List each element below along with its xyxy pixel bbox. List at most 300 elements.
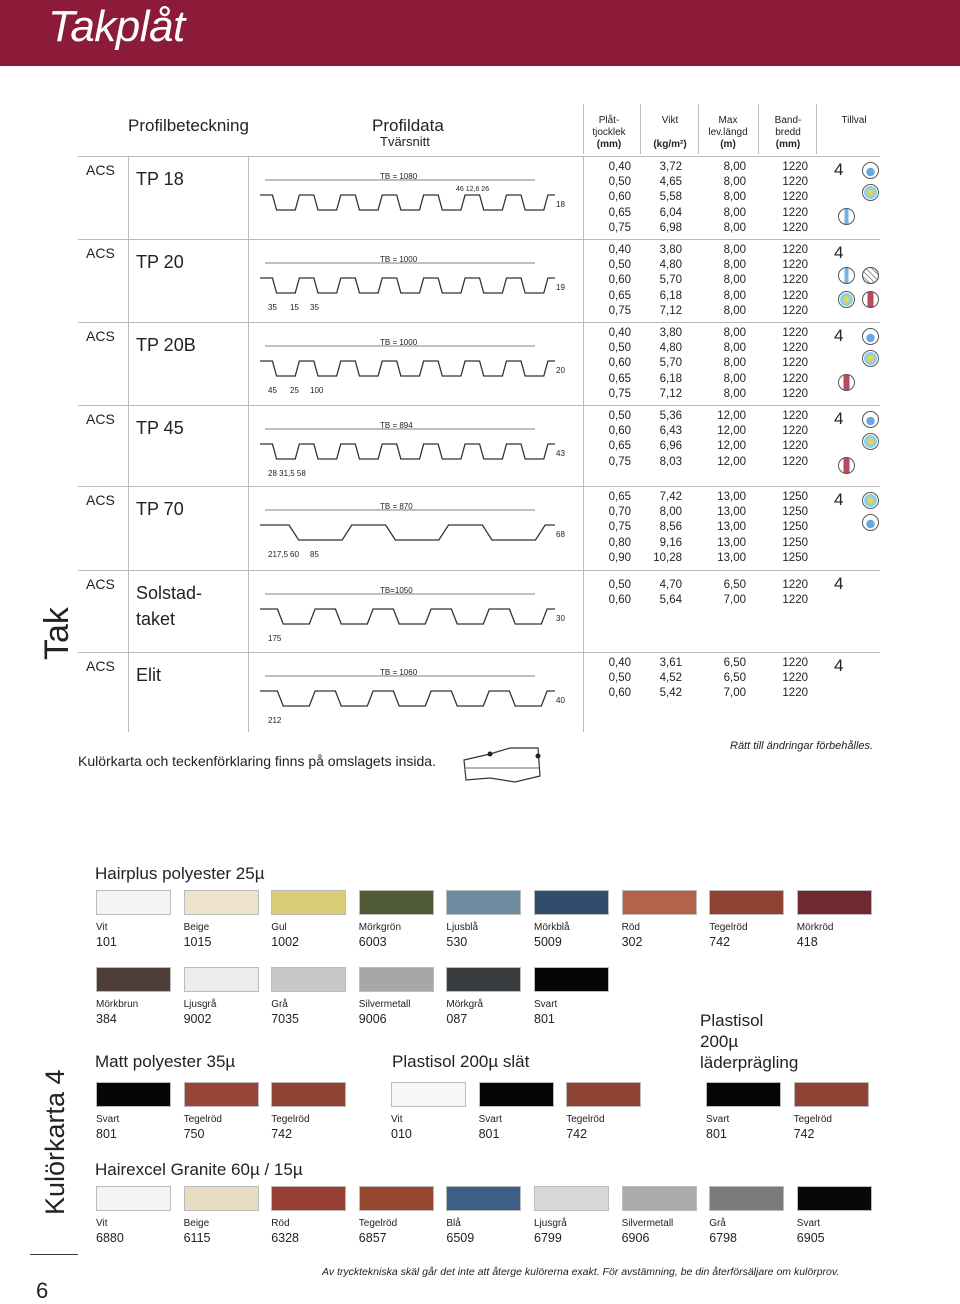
color-code: 1015 (183, 935, 212, 949)
len-cell: 13,00 (717, 506, 746, 519)
len-cell: 8,00 (723, 191, 746, 204)
band-cell: 1220 (782, 687, 808, 700)
color-name: Mörkgrå (446, 999, 484, 1010)
thick-cell: 0,60 (608, 191, 631, 204)
profile-row (0, 326, 960, 409)
weight-cell: 6,18 (659, 372, 682, 385)
weight-cell: 3,80 (659, 244, 682, 256)
page-corner-icon (460, 738, 560, 788)
band-cell: 1250 (782, 521, 808, 534)
bar-icon (838, 267, 855, 284)
len-cell: 6,50 (723, 672, 746, 685)
color-swatch (534, 1186, 609, 1211)
len-column (700, 656, 746, 702)
vikt-l1: Vikt (661, 115, 679, 126)
page-title: Takplåt (48, 2, 185, 51)
weight-cell: 6,96 (659, 440, 682, 453)
band-cell: 1220 (782, 327, 808, 339)
thick-cell: 0,40 (608, 161, 631, 173)
row-divider (78, 486, 880, 487)
color-swatch (446, 1186, 521, 1211)
tillval-cell (830, 656, 880, 736)
color-code: 6798 (709, 1231, 737, 1245)
acs-label: ACS (86, 328, 115, 344)
len-cell: 8,00 (723, 274, 746, 287)
tillval-number: 4 (834, 409, 844, 428)
len-column (700, 578, 746, 608)
band-cell: 1220 (782, 221, 808, 234)
thick-cell: 0,60 (608, 687, 631, 700)
band-cell: 1220 (782, 579, 808, 591)
weight-cell: 4,80 (659, 342, 682, 355)
color-name: Silvermetall (621, 1218, 674, 1229)
band-cell: 1220 (782, 425, 808, 438)
header-divider (698, 104, 699, 154)
profile-tb-dimension: TB = 1000 (380, 338, 418, 347)
band-cell: 1220 (782, 410, 808, 422)
weight-cell: 7,12 (659, 387, 682, 400)
thick-cell: 0,75 (608, 387, 631, 400)
weight-cell: 5,70 (659, 357, 682, 370)
color-swatch (96, 890, 171, 915)
tillval-number: 4 (834, 656, 844, 675)
len-cell: 7,00 (723, 687, 746, 700)
len-column (700, 409, 746, 470)
profile-name-text: Solstad- (136, 583, 203, 603)
weight-cell: 3,72 (659, 161, 682, 173)
len-cell: 12,00 (717, 410, 746, 422)
sun-icon (862, 492, 879, 509)
row-column-divider (128, 652, 129, 732)
color-swatch (566, 1082, 641, 1107)
weight-cell: 3,61 (659, 657, 682, 669)
color-swatch (391, 1082, 466, 1107)
len-cell: 8,00 (723, 342, 746, 355)
profile-dim-a: 28 31,5 58 (268, 469, 306, 478)
color-swatch (271, 1082, 346, 1107)
profile-row (0, 574, 960, 656)
color-name: Gul (271, 922, 287, 933)
profile-outline (260, 444, 555, 459)
color-code: 9006 (358, 1012, 387, 1026)
color-swatch (96, 1186, 171, 1211)
band-cell: 1250 (782, 491, 808, 503)
band-cell: 1220 (782, 161, 808, 173)
color-swatch (96, 1082, 171, 1107)
len-cell: 8,00 (723, 357, 746, 370)
tillval-header: Tillval (841, 115, 867, 126)
color-swatch (479, 1082, 554, 1107)
profile-height: 68 (556, 530, 565, 539)
len-cell: 8,00 (723, 304, 746, 317)
band-cell: 1250 (782, 506, 808, 519)
color-swatch (446, 890, 521, 915)
weight-cell: 8,00 (659, 506, 682, 519)
weight-column (642, 656, 682, 702)
color-name: Svart (706, 1114, 730, 1125)
weight-cell: 6,18 (659, 289, 682, 302)
color-code: 742 (793, 1127, 815, 1141)
profile-dim-a: 35 (268, 303, 277, 312)
color-name: Tegelröd (793, 1114, 832, 1125)
band-cell: 1220 (782, 357, 808, 370)
len-cell: 8,00 (723, 387, 746, 400)
len-cell: 8,00 (723, 289, 746, 302)
profile-height: 30 (556, 614, 565, 623)
tillval-number: 4 (834, 160, 844, 179)
band-column (760, 160, 808, 236)
color-swatch (271, 890, 346, 915)
color-name: Blå (446, 1218, 461, 1229)
weight-cell: 6,98 (659, 221, 682, 234)
row-divider (78, 570, 880, 571)
color-name: Vit (96, 922, 108, 933)
band-cell: 1250 (782, 551, 808, 564)
color-code: 101 (96, 935, 117, 949)
color-code: 801 (96, 1127, 117, 1141)
color-name: Ljusgrå (183, 999, 217, 1010)
bandbredd-l2: bredd (775, 127, 801, 138)
color-code: 742 (709, 935, 731, 949)
profile-tb-dimension: TB=1050 (380, 586, 413, 595)
drop-icon (862, 328, 879, 345)
row-column-divider (248, 156, 249, 239)
profile-outline (260, 278, 555, 293)
len-cell: 6,50 (723, 657, 746, 669)
color-name: Silvermetall (358, 999, 411, 1010)
plastisol-lader-l3: läderprägling (700, 1053, 799, 1072)
profile-row (0, 490, 960, 574)
color-swatch (534, 890, 609, 915)
weight-cell: 4,80 (659, 259, 682, 272)
len-cell: 8,00 (723, 327, 746, 339)
profile-name-text2: taket (136, 609, 176, 629)
thick-cell: 0,60 (608, 357, 631, 370)
color-code: 1002 (271, 935, 299, 949)
len-cell: 12,00 (717, 425, 746, 438)
color-code: 6906 (621, 1231, 650, 1245)
weight-cell: 10,28 (653, 551, 682, 564)
len-cell: 8,00 (723, 259, 746, 272)
color-swatch (797, 890, 872, 915)
len-cell: 8,00 (723, 372, 746, 385)
acs-label: ACS (86, 245, 115, 261)
profile-dim-b: 60 (290, 550, 299, 559)
row-divider (78, 239, 880, 240)
color-code: 6509 (446, 1231, 475, 1245)
bottom-note: Av trycktekniska skäl går det inte att återge kulörerna exakt. För avstämning, be din återförsäljare om kulörprov. (322, 1266, 840, 1278)
tillval-cell (830, 409, 880, 489)
granite-title: Hairexcel Granite 60µ / 15µ (95, 1160, 303, 1179)
band-cell: 1220 (782, 372, 808, 385)
row-column-divider (583, 570, 584, 652)
color-swatch (184, 1186, 259, 1211)
weight-cell: 5,64 (659, 594, 682, 607)
color-code: 6880 (96, 1231, 124, 1245)
weight-cell: 6,04 (659, 206, 682, 219)
band-cell: 1220 (782, 206, 808, 219)
plastisol-title: Plastisol 200µ slät (392, 1052, 530, 1071)
header-divider (640, 104, 641, 154)
thick-column (585, 326, 631, 402)
weight-column (642, 326, 682, 402)
color-name: Beige (183, 1218, 210, 1229)
row-column-divider (583, 652, 584, 732)
thick-cell: 0,50 (608, 342, 631, 355)
row-column-divider (128, 405, 129, 486)
row-column-divider (248, 652, 249, 732)
maxlangd-l2: lev.längd (708, 127, 748, 138)
color-swatch (534, 967, 609, 992)
weight-cell: 4,70 (659, 579, 682, 591)
profile-name-text: TP 20B (136, 335, 196, 355)
len-cell: 13,00 (717, 491, 746, 503)
profile-height: 40 (556, 696, 565, 705)
page-number-rule (30, 1254, 78, 1255)
profile-height: 18 (556, 200, 565, 209)
red-icon (838, 457, 855, 474)
row-column-divider (583, 405, 584, 486)
maxlangd-header (700, 115, 756, 151)
profile-row (0, 409, 960, 490)
row-column-divider (248, 570, 249, 652)
header-divider (758, 104, 759, 154)
profile-dim-b: 15 (290, 303, 299, 312)
band-column (760, 243, 808, 319)
tillval-cell (830, 490, 880, 570)
row-divider (78, 652, 880, 653)
profile-tb-dimension: TB = 1000 (380, 255, 418, 264)
len-column (700, 160, 746, 236)
color-name: Tegelröd (183, 1114, 222, 1125)
color-swatch (709, 890, 784, 915)
profile-dim-a: 175 (268, 634, 282, 643)
band-cell: 1220 (782, 191, 808, 204)
color-name: Ljusgrå (534, 1218, 567, 1229)
weight-cell: 8,03 (659, 455, 682, 468)
color-name: Svart (96, 1114, 120, 1125)
profile-height: 20 (556, 366, 565, 375)
thick-cell: 0,60 (608, 594, 631, 607)
color-name: Röd (271, 1218, 290, 1229)
acs-label: ACS (86, 411, 115, 427)
red-icon (862, 291, 879, 308)
weight-cell: 5,42 (659, 687, 682, 700)
vikt-header (645, 115, 695, 151)
thick-cell: 0,80 (608, 536, 631, 549)
color-name: Vit (96, 1218, 108, 1229)
color-name: Tegelröd (709, 922, 748, 933)
weight-cell: 5,36 (659, 410, 682, 422)
profile-dim-a: 45 (268, 386, 277, 395)
plastisol-lader-title (700, 1010, 798, 1073)
band-cell: 1220 (782, 440, 808, 453)
page-number: 6 (36, 1278, 49, 1303)
row-column-divider (583, 486, 584, 570)
acs-label: ACS (86, 162, 115, 178)
tillval-number: 4 (834, 490, 844, 509)
plastisol-lader-l2: 200µ (700, 1032, 739, 1051)
color-code: 302 (621, 935, 643, 949)
sun-icon (862, 184, 879, 201)
color-swatch (794, 1082, 869, 1107)
color-name: Mörkgrön (358, 922, 402, 933)
row-column-divider (248, 486, 249, 570)
thick-cell: 0,75 (608, 221, 631, 234)
color-name: Ljusblå (446, 922, 479, 933)
profile-outline (260, 525, 555, 540)
color-code: 6115 (183, 1231, 211, 1245)
thick-cell: 0,40 (608, 657, 631, 669)
color-swatch (359, 967, 434, 992)
thick-column (585, 490, 631, 566)
tillval-cell (830, 243, 880, 323)
color-code: 6003 (358, 935, 387, 949)
profile-name (136, 166, 184, 192)
row-column-divider (128, 156, 129, 239)
color-code: 801 (706, 1127, 727, 1141)
weight-cell: 7,12 (659, 304, 682, 317)
color-code: 750 (183, 1127, 205, 1141)
row-column-divider (583, 156, 584, 239)
profilbeteckning-header: Profilbeteckning (128, 116, 249, 135)
tillval-cell (830, 160, 880, 240)
row-column-divider (248, 405, 249, 486)
len-cell: 6,50 (723, 579, 746, 591)
band-cell: 1220 (782, 289, 808, 302)
color-name: Röd (621, 922, 640, 933)
color-code: 742 (566, 1127, 588, 1141)
color-code: 530 (446, 935, 468, 949)
weight-cell: 5,70 (659, 274, 682, 287)
thick-cell: 0,40 (608, 244, 631, 256)
acs-label: ACS (86, 492, 115, 508)
color-code: 801 (534, 1012, 555, 1026)
tillval-number: 4 (834, 326, 844, 345)
tillval-cell (830, 574, 880, 654)
color-name: Tegelröd (271, 1114, 310, 1125)
thick-cell: 0,50 (608, 259, 631, 272)
color-swatch (359, 890, 434, 915)
tillval-cell (830, 326, 880, 406)
color-swatch (359, 1186, 434, 1211)
len-cell: 13,00 (717, 536, 746, 549)
thick-column (585, 656, 631, 702)
profile-name-text: TP 70 (136, 499, 184, 519)
tak-side-label: Tak (38, 607, 76, 660)
color-swatch (271, 1186, 346, 1211)
len-cell: 13,00 (717, 521, 746, 534)
thick-cell: 0,60 (608, 274, 631, 287)
thick-cell: 0,50 (608, 579, 631, 591)
row-divider (78, 405, 880, 406)
row-column-divider (128, 570, 129, 652)
thick-column (585, 243, 631, 319)
row-column-divider (128, 239, 129, 322)
plattjocklek-l1: Plåt- (598, 115, 620, 126)
bandbredd-l3: (mm) (775, 139, 801, 150)
color-swatch (184, 1082, 259, 1107)
band-column (760, 578, 808, 608)
thick-cell: 0,75 (608, 521, 631, 534)
len-column (700, 490, 746, 566)
maxlangd-l1: Max (718, 115, 738, 126)
acs-label: ACS (86, 576, 115, 592)
drop-icon (862, 162, 879, 179)
profile-outline (260, 691, 555, 706)
bar-icon (838, 208, 855, 225)
band-column (760, 326, 808, 402)
plastisol-lader-l1: Plastisol (700, 1011, 764, 1030)
profile-dim-c: 35 (310, 303, 319, 312)
profile-dim-a: 212 (268, 716, 282, 725)
kulorkarta-side-label: Kulörkarta 4 (40, 1069, 70, 1215)
thick-cell: 0,50 (608, 176, 631, 189)
band-cell: 1220 (782, 176, 808, 189)
thick-column (585, 578, 631, 608)
thick-cell: 0,65 (608, 289, 631, 302)
color-swatch (622, 890, 697, 915)
color-name: Svart (796, 1218, 821, 1229)
band-cell: 1250 (782, 536, 808, 549)
footnote-right: Rätt till ändringar förbehålles. (730, 740, 874, 752)
red-icon (838, 374, 855, 391)
profile-outline (260, 609, 555, 624)
profile-cross-section (255, 574, 575, 649)
row-column-divider (128, 322, 129, 405)
color-name: Grå (271, 999, 288, 1010)
matt-title: Matt polyester 35µ (95, 1052, 236, 1071)
len-cell: 8,00 (723, 176, 746, 189)
weight-cell: 3,80 (659, 327, 682, 339)
color-code: 9002 (183, 1012, 212, 1026)
len-column (700, 243, 746, 319)
band-cell: 1220 (782, 387, 808, 400)
band-column (760, 490, 808, 566)
color-name: Svart (534, 999, 558, 1010)
profile-name (136, 496, 184, 522)
profile-tb-dimension: TB = 1060 (380, 668, 418, 677)
band-cell: 1220 (782, 244, 808, 256)
color-name: Grå (709, 1218, 726, 1229)
row-column-divider (583, 322, 584, 405)
weight-column (642, 160, 682, 236)
band-cell: 1220 (782, 657, 808, 669)
profile-outline (260, 361, 555, 376)
color-code: 7035 (271, 1012, 299, 1026)
color-swatch (797, 1186, 872, 1211)
sun-icon (838, 291, 855, 308)
thick-column (585, 409, 631, 470)
tillval-number: 4 (834, 574, 844, 593)
profile-dim-extra: 46 12,6 26 (456, 186, 490, 193)
profile-row (0, 160, 960, 243)
thick-cell: 0,50 (608, 672, 631, 685)
color-code: 6328 (271, 1231, 299, 1245)
weight-column (642, 243, 682, 319)
len-cell: 8,00 (723, 161, 746, 173)
weight-column (642, 578, 682, 608)
len-cell: 8,00 (723, 206, 746, 219)
profile-tb-dimension: TB = 894 (380, 421, 413, 430)
len-cell: 7,00 (723, 594, 746, 607)
profile-dim-c: 100 (310, 386, 324, 395)
thick-cell: 0,75 (608, 455, 631, 468)
color-name: Mörkröd (796, 922, 834, 933)
thick-cell: 0,65 (608, 206, 631, 219)
hairplus-title: Hairplus polyester 25µ (95, 864, 265, 883)
len-column (700, 326, 746, 402)
